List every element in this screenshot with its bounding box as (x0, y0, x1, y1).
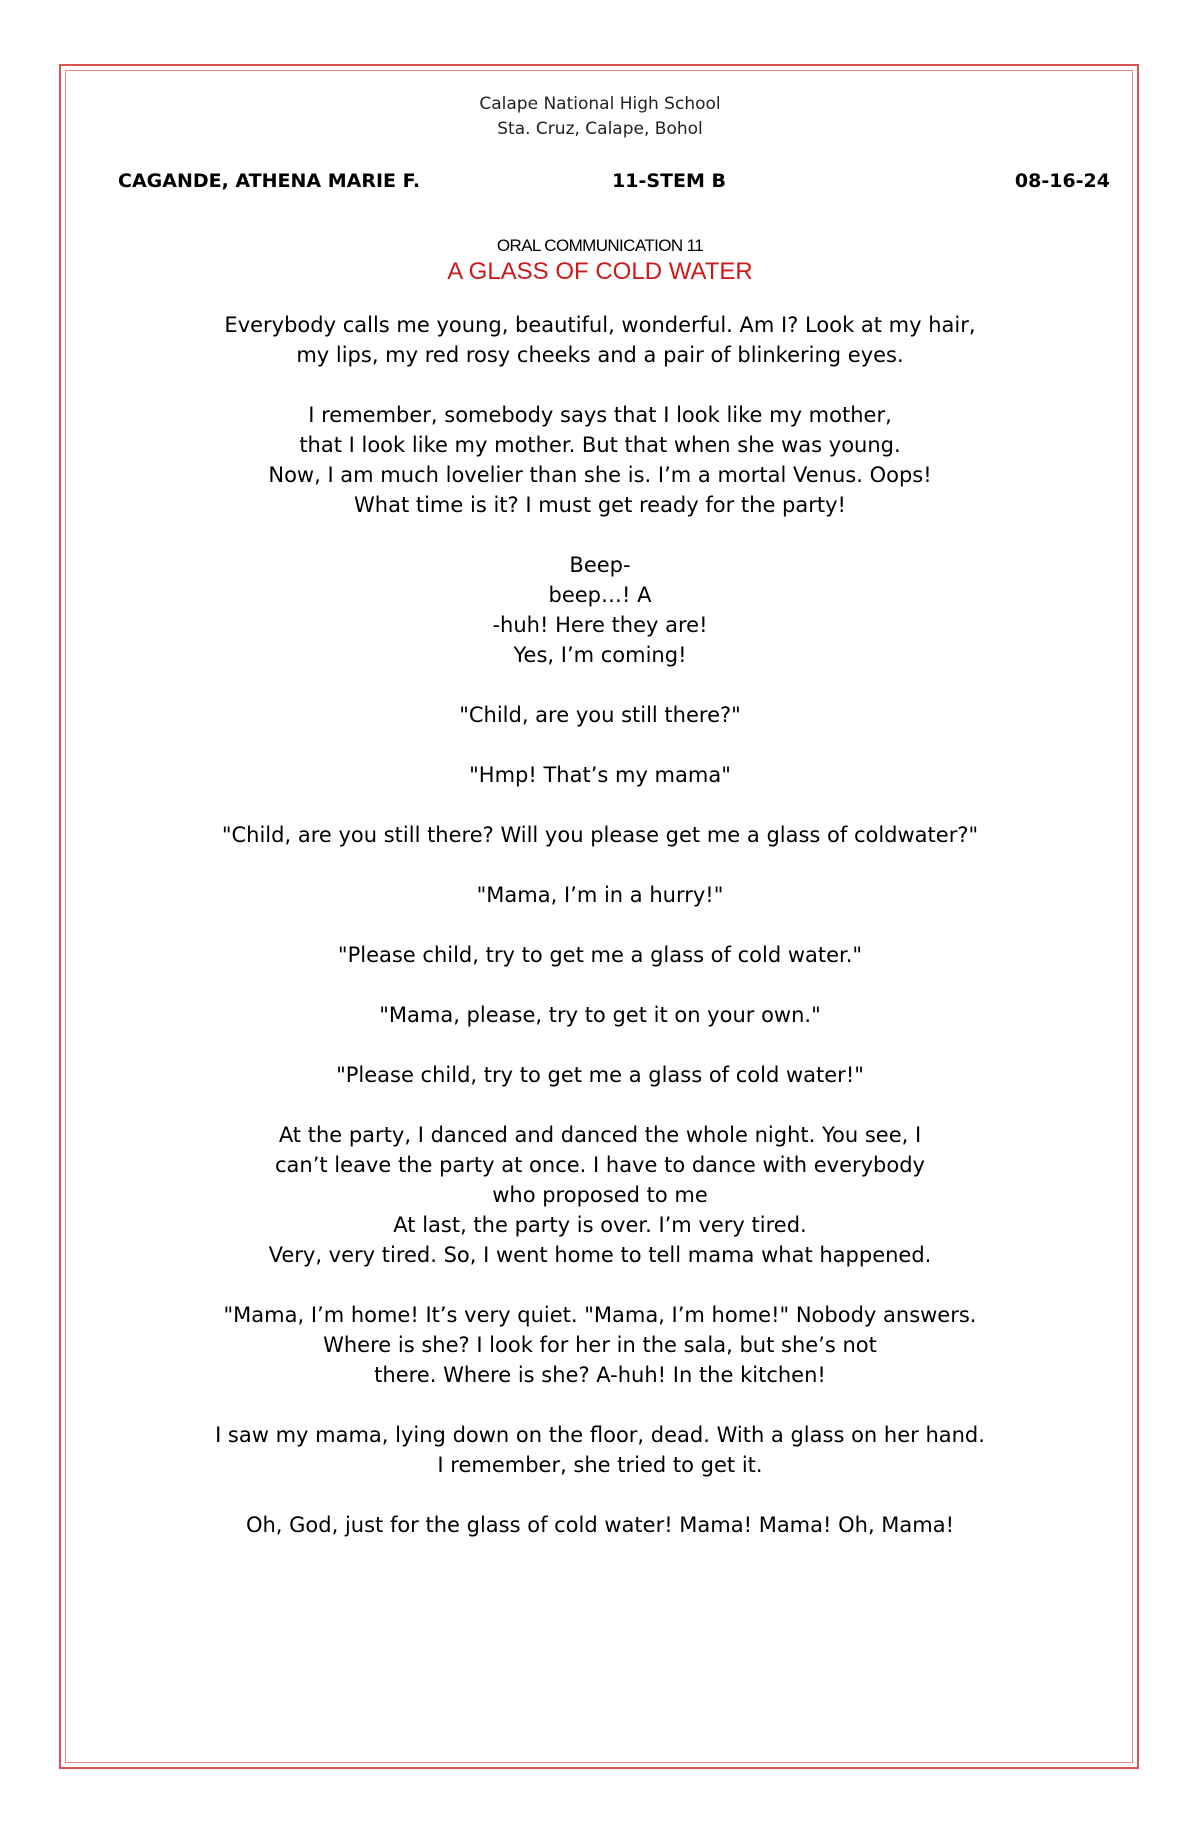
story-line: Beep- (569, 553, 631, 577)
story-body (90, 310, 1110, 1540)
story-line: Everybody calls me young, beautiful, wonderful. Am I? Look at my hair, (224, 313, 976, 337)
story-line: "Please child, try to get me a glass of cold water!" (336, 1063, 864, 1087)
school-address: Sta. Cruz, Calape, Bohol (497, 119, 703, 139)
school-name: Calape National High School (479, 94, 721, 114)
student-name: CAGANDE, ATHENA MARIE F. (118, 170, 421, 192)
story-line: beep…! A (548, 583, 652, 607)
story-line: that I look like my mother. But that when she was young. (299, 433, 901, 457)
story-line: Yes, I’m coming! (513, 643, 687, 667)
story-paragraph (90, 1300, 1110, 1390)
story-line: who proposed to me (492, 1183, 708, 1207)
story-line: At last, the party is over. I’m very tired. (393, 1213, 807, 1237)
story-line: "Mama, I’m in a hurry!" (476, 883, 724, 907)
story-paragraph (90, 1120, 1110, 1270)
story-paragraph (90, 1060, 1110, 1090)
story-line: I saw my mama, lying down on the floor, dead. With a glass on her hand. (215, 1423, 985, 1447)
story-line: Now, I am much lovelier than she is. I’m a mortal Venus. Oops! (268, 463, 932, 487)
story-line: Very, very tired. So, I went home to tell mama what happened. (268, 1243, 932, 1267)
story-paragraph (90, 1000, 1110, 1030)
story-line: At the party, I danced and danced the whole night. You see, I (278, 1123, 922, 1147)
story-paragraph (90, 760, 1110, 790)
story-line: I remember, she tried to get it. (437, 1453, 763, 1477)
story-paragraph (90, 550, 1110, 670)
story-line: Where is she? I look for her in the sala, but she’s not (323, 1333, 877, 1357)
story-paragraph (90, 1420, 1110, 1480)
document-content (90, 92, 1110, 1570)
story-line: I remember, somebody says that I look like my mother, (308, 403, 892, 427)
story-paragraph (90, 310, 1110, 370)
document-date: 08-16-24 (1014, 170, 1110, 192)
story-line: -huh! Here they are! (492, 613, 708, 637)
story-paragraph (90, 880, 1110, 910)
story-paragraph (90, 700, 1110, 730)
story-line: my lips, my red rosy cheeks and a pair of blinkering eyes. (296, 343, 904, 367)
student-section: 11-STEM B (612, 170, 726, 192)
story-paragraph (90, 940, 1110, 970)
student-info-row (90, 170, 1110, 194)
story-line: "Mama, please, try to get it on your own." (379, 1003, 821, 1027)
story-line: can’t leave the party at once. I have to dance with everybody (275, 1153, 925, 1177)
story-line: What time is it? I must get ready for the party! (354, 493, 846, 517)
story-title: A GLASS OF COLD WATER (447, 258, 753, 285)
story-line: "Hmp! That’s my mama" (469, 763, 731, 787)
story-line: "Child, are you still there?" (459, 703, 741, 727)
story-line: Oh, God, just for the glass of cold water! Mama! Mama! Oh, Mama! (245, 1513, 955, 1537)
story-paragraph (90, 1510, 1110, 1540)
story-paragraph (90, 820, 1110, 850)
story-paragraph (90, 400, 1110, 520)
story-line: "Please child, try to get me a glass of cold water." (337, 943, 863, 967)
story-line: "Mama, I’m home! It’s very quiet. "Mama, I’m home!" Nobody answers. (223, 1303, 977, 1327)
subject-heading: ORAL COMMUNICATION 11 (496, 236, 704, 255)
story-line: there. Where is she? A-huh! In the kitchen! (374, 1363, 826, 1387)
story-line: "Child, are you still there? Will you please get me a glass of coldwater?" (221, 823, 979, 847)
